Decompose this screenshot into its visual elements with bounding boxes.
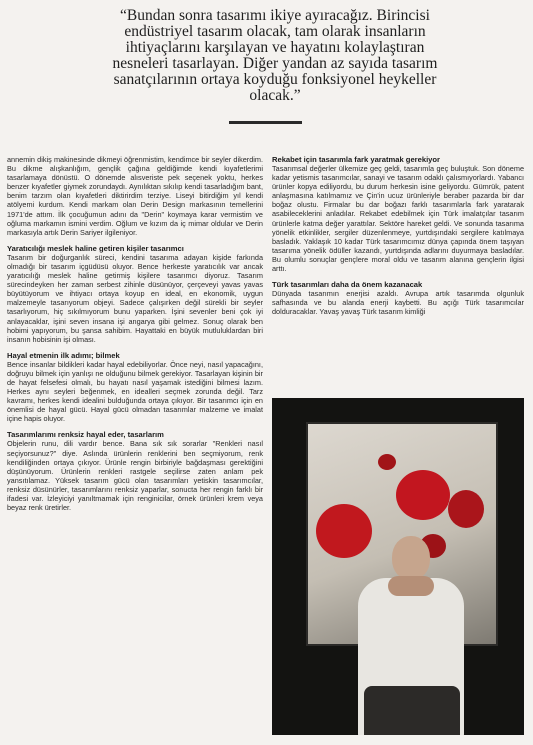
clasped-hands xyxy=(388,576,434,596)
pull-quote-line: olacak.” xyxy=(249,87,301,104)
section-heading: Tasarımlarımı renksiz hayal eder, tasarlarım xyxy=(7,430,164,440)
head xyxy=(392,536,430,580)
pull-quote-line: ihtiyaçlarını karşılayan ve hayatını kolaylaştıran xyxy=(125,39,425,56)
pull-quote-line: “Bundan sonra tasarımı ikiye ayıracağız. Birincisi xyxy=(120,7,430,24)
legs xyxy=(364,686,460,735)
red-spot xyxy=(448,490,484,528)
quote-divider xyxy=(229,121,302,124)
red-spot xyxy=(378,454,396,470)
left-column xyxy=(7,155,263,519)
section-paragraph: Tasarımsal değerler ülkemize geç geldi, tasarımla geç buluştuk. Son döneme kadar yetismis tasarımcılar, sanayi ve tasarım odaklı çalısmıyorlardı. Yabancı ürünler kopya ediliyordu, bu durum herkesin isine geliyordu. Gümrük, patent anlaşmasına katılmamız ve Çin'in ucuz ürünleriyle beraber pazarda bir dar boğaz olustu. Firmalar bu dar boğazı farklı tasarımlarla fark yaratarak asabileceklerini anladılar. Rekabet edebilmek için Türk imalatçılar tasarım ürünlerle katma değer yarattılar. Sektöre hareket geldi. Ve sonunda tasarıma yönelik etkinlikler, sergiler düzenlenmeye, yurtdışındaki sergilere katılmaya basladık. Yaklaşık 10 kadar Türk tasarımcımız dünya çapında önem taşıyan tasarıma yönelik ödüller kazandı, yurtdışında adlarını duyurmaya basladılar. Bu olumlu sonuçlar gençlere moral oldu ve tasarım alanına gençlerin ilgisi arttı. xyxy=(272,164,524,274)
pull-quote-line: sanatçılarının ortaya koyduğu fonksiyonel heykeller xyxy=(113,71,437,88)
seated-man xyxy=(352,536,472,735)
pull-quote-line: endüstriyel tasarım olacak, tam olarak insanların xyxy=(124,23,426,40)
section-heading: Yaratıcılığı meslek haline getiren kişiler tasarımcı xyxy=(7,243,184,253)
intro-paragraph: annemin dikiş makinesinde dikmeyi öğrenmistim, kendimce bir seyler dikerdim. Bu dikme alışkanlığım, gençlik çağına geldiğimde kendi kıyafetlerimi tasarlamaya dönüstü. O dönemde alısveriste pek seçenek yoktu, herkes benzer kıyafetler giymek zorundaydı. Aynılıktan sıkılıp kendi tasarladığım bant, benim tarzım olan kıyafetleri diktirirdim terziye. Liseyi bitirdiğim yıl kendi atölyemi kurdum. Kendi markam olan Derin Design markasının temellerini 1971'de attım. İlk çocuğumun adını da "Derin" koymaya karar vermistim ve oğluma markamın ismini verdim. Oğlum ve kızım da iç mimar oldular ve Derin markasıyla artık Derin Sariyer ilgileniyor. xyxy=(7,155,263,237)
portrait-photo xyxy=(272,398,524,735)
red-spot xyxy=(396,470,450,520)
section-heading: Rekabet için tasarımla fark yaratmak gerekiyor xyxy=(272,155,440,164)
section-paragraph: Bence insanlar bildikleri kadar hayal edebiliyorlar. Önce neyi, nasıl yapacağını, doğruyu bilmek için yanlışı ne olduğunu bilmek gerekiyor. Tasarlayan kişinin bir de hayat felsefesi olmalı, bu hayatı nasıl yaşamak istediğini bilmesi lazım. Herkes aynı seyleri beğenmek, en idealleri seçmek zorunda değil. Tarz kavramı, herkes kendi idealini bulduğunda ortaya çıkıyor. Bir tasarımcı için en önemlisi de hayal gücü. Hayal gücü olmadan tasarımlar malzeme ve imalat içine hapis oluyor. xyxy=(7,359,263,424)
section-heading: Türk tasarımları daha da önem kazanacak xyxy=(272,280,423,290)
section-paragraph: Objelerin runu, dili vardır bence. Bana sık sık sorarlar "Renkleri nasıl seçiyorsunuz?" diye. Aslında ürünlerin renklerini ben seçmiyorum, renk kendiliğinden ortaya çıkıyor. Ürünle rengin birbiriyle bağdaşması gerektiğini düşünüyorum. Ürünlerin renkleri rastgele seçilirse zaten anlam pek yansıtılamaz. Yüksek tasarım gücü olan tasarımları yetiskin tasarımcılar, renksiz düsünürler, tasarımlarını renksiz yaparlar, sonucta her rengin farklı bir ifadesi var. İzleyiciyi yanıltmamak için renginicilar, örnek ürünleri krem veya beyaz renk üretirler. xyxy=(7,439,263,513)
right-column xyxy=(272,155,524,323)
section-heading: Hayal etmenin ilk adımı; bilmek xyxy=(7,350,120,360)
section-paragraph: Tasarım bir doğurganlık süreci, kendini tasarıma adayan kişide farkında olmadığı bir tasarım içgüdüsü oluyor. Bence herkeste yaratıcılık var ancak yaratıcılığı meslek haline getirmiş kişilere tasarımcı diyoruz. Tasarım sürecindeyken her zaman serbest zihinle düsünüyor, çerçeveyi yavas yavas büyütüyorum ve ihtiyacı ortaya koyup en ideal, en ekonomik, uygun malzemeyle tasarıyorum objeyi. Sadece çalışırken değil sürekli bir seyler tasarlıyorum, hiç sıkılmıyorum bunu yaparken. İşini sevenler beni çok iyi anlayacaklar, işini seven insana işi angarya gibi gelmez. Sonuç olarak ben hobimi yapıyorum, bu şansa sahibim. Hayattaki en büyük mutluluklardan biri insanın hobisinin işi olması. xyxy=(7,252,263,344)
section-paragraph: Dünyada tasarımın enerjisi azaldı. Avrupa artık tasarımda olgunluk safhasında ve bu alanda enerji kaybetti. Bu açığı Türk tasarımcılar dolduracaklar. Yavaş yavaş Türk tasarım kimliği xyxy=(272,289,524,317)
pull-quote xyxy=(40,8,510,104)
pull-quote-line: nesneleri tasarlayan. Diğer yandan az sayıda tasarım xyxy=(112,55,438,72)
